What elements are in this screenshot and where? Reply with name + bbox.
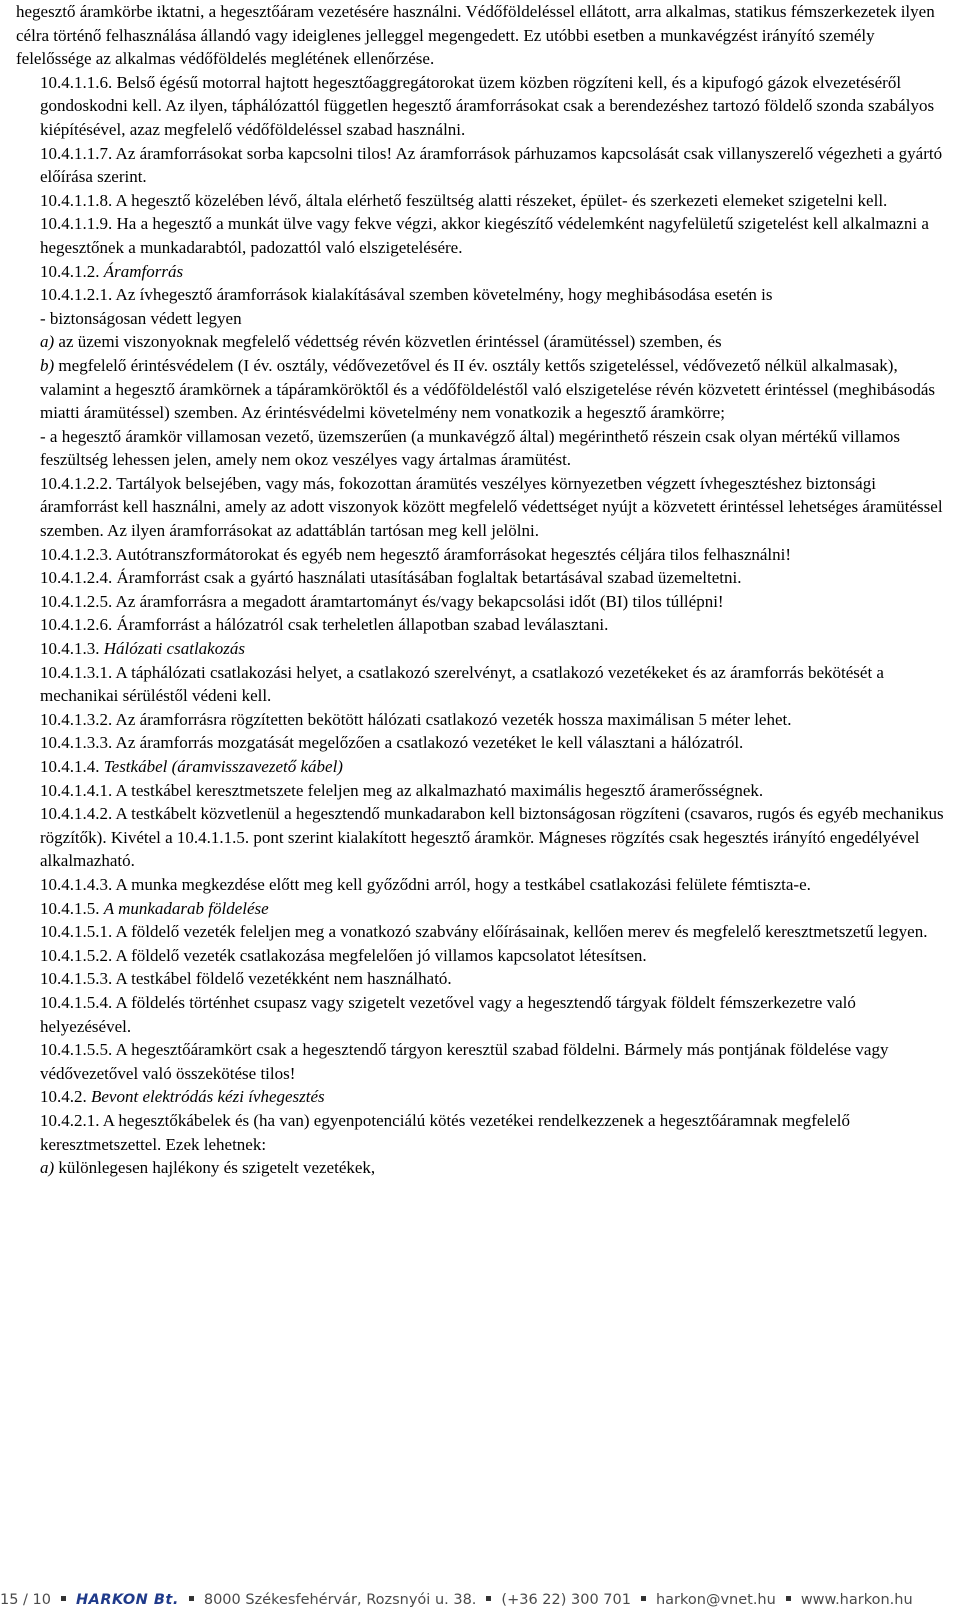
section-number: 10.4.1.4. [40, 757, 100, 776]
paragraph: 10.4.1.5.2. A földelő vezeték csatlakozása megfelelően jó villamos kapcsolatot létesítsen. [40, 945, 647, 965]
paragraph: 10.4.1.4.2. A testkábelt közvetlenül a hegesztendő munkadarabon kell biztonságosan rögzíteni (csavaros, rugós és egyéb mechanikus rögzítők). Kivétel a 10.4.1.1.5. pont szerint kialakított hegesztő áramkör. Mágneses rögzítés csak hegesztés irányító engedélyével alkalmazható. [40, 804, 944, 871]
paragraph: 10.4.1.1.9. Ha a hegesztő a munkát ülve vagy fekve végzi, akkor kiegészítő védelemként nagyfelületű szigetelést kell alkalmazni a hegesztőnek a munkadarabtól, padozattól való elszigetelésére. [40, 214, 929, 257]
paragraph: 10.4.2.1. A hegesztőkábelek és (ha van) egyenpotenciálú kötés vezetékei rendelkezzenek a hegesztőáramnak megfelelő keresztmetszettel. Ezek lehetnek: [40, 1110, 850, 1154]
paragraph: 10.4.1.1.7. Az áramforrásokat sorba kapcsolni tilos! Az áramforrások párhuzamos kapcsolását csak villanyszerelő végezheti a gyártó előírása szerint. [40, 143, 943, 187]
paragraph: 10.4.1.2.2. Tartályok belsejében, vagy más, fokozottan áramütés veszélyes környezetben végzett ívhegesztéshez biztonsági áramforrást kell használni, amely az adott viszonyok között megfelelő védettséget nyújt a közvetett érintéssel lehetséges áramütéssel szemben. Az ilyen áramforrásokat az adattáblán tartósan meg kell jelölni. [40, 473, 943, 541]
section-title: Hálózati csatlakozás [103, 639, 245, 659]
section-heading [16, 1085, 946, 1109]
section-number: 10.4.1.3. [40, 639, 100, 659]
list-label: a) [40, 332, 55, 352]
paragraph: 10.4.1.5.3. A testkábel földelő vezetékként nem használható. [40, 969, 452, 989]
section-title: Testkábel (áramvisszavezető kábel) [103, 757, 343, 776]
section-title: Bevont elektródás kézi ívhegesztés [91, 1087, 325, 1107]
company-phone: (+36 22) 300 701 [501, 1592, 631, 1608]
paragraph: 10.4.1.1.8. A hegesztő közelében lévő, általa elérhető feszültség alatti részeket, épület- és szerkezeti elemeket szigetelni kell. [40, 190, 888, 210]
company-logo: HARKON Bt. [76, 1592, 179, 1608]
section-heading [16, 897, 946, 921]
section-heading [16, 260, 946, 284]
paragraph: 10.4.1.4.3. A munka megkezdése előtt meg kell győződni arról, hogy a testkábel csatlakozási felülete fémtiszta-e. [40, 874, 811, 894]
paragraph: 10.4.1.5.1. A földelő vezeték feleljen meg a vonatkozó szabvány előírásainak, kellően merev és megfelelő keresztmetszetű legyen. [40, 922, 928, 942]
paragraph: 10.4.1.5.5. A hegesztőáramkört csak a hegesztendő tárgyon keresztül szabad földelni. Bármely más pontjának földelése vagy védővezetővel való összekötése tilos! [40, 1040, 889, 1083]
paragraph: 10.4.1.2.5. Az áramforrásra a megadott áramtartományt és/vagy bekapcsolási időt (BI) tilos túllépni! [40, 591, 724, 611]
paragraph: - a hegesztő áramkör villamosan vezető, üzemszerűen (a munkavégző által) megérinthető részein csak olyan mértékű villamos feszültség lehessen jelen, amely nem okoz veszélyes vagy ártalmas áramütést. [40, 426, 901, 470]
paragraph: 10.4.1.2.6. Áramforrást a hálózatról csak terheletlen állapotban szabad leválasztani. [40, 615, 609, 635]
list-item-text: megfelelő érintésvédelem (I év. osztály, védővezetővel és II év. osztály kettős szigeteléssel, védővezető nélkül alkalmasak), valamint a hegesztő áramkörnek a tápáramköröktől és a védőföldeléstől való elszigetelése révén közvetett érintéssel (meghibásodás miatti áramütéssel) szemben. Az érintésvédelmi követelmény nem vonatkozik a hegesztő áramkörre; [40, 355, 935, 423]
list-item-text: az üzemi viszonyoknak megfelelő védettség révén közvetlen érintéssel (áramütéssel) szemben, és [58, 332, 722, 352]
paragraph: 10.4.1.3.2. Az áramforrásra rögzítetten bekötött hálózati csatlakozó vezeték hossza maximálisan 5 méter lehet. [40, 709, 792, 729]
separator-square-icon [641, 1596, 646, 1601]
paragraph: - biztonságosan védett legyen [40, 308, 242, 328]
paragraph: 10.4.1.5.4. A földelés történhet csupasz vagy szigetelt vezetővel vagy a hegesztendő tárgyak földelt fémszerkezetre való helyezésével. [40, 992, 856, 1036]
section-number: 10.4.1.2. [40, 261, 100, 281]
company-website[interactable]: www.harkon.hu [800, 1592, 913, 1608]
list-item [16, 330, 946, 354]
section-title: A munkadarab földelése [103, 898, 269, 918]
document-body [16, 0, 946, 1180]
paragraph: 10.4.1.4.1. A testkábel keresztmetszete feleljen meg az alkalmazható maximális hegesztő áramerősségnek. [40, 780, 764, 800]
list-item-text: különlegesen hajlékony és szigetelt vezetékek, [58, 1158, 376, 1178]
paragraph: 10.4.1.2.4. Áramforrást csak a gyártó használati utasításában foglaltak betartásával szabad üzemeltetni. [40, 568, 742, 588]
separator-square-icon [786, 1596, 791, 1601]
section-number: 10.4.2. [40, 1087, 87, 1107]
separator-square-icon [61, 1596, 66, 1601]
page-footer [0, 1590, 960, 1611]
page-number: 15 / 10 [0, 1592, 52, 1608]
list-label: a) [40, 1158, 55, 1178]
paragraph: 10.4.1.1.6. Belső égésű motorral hajtott hegesztőaggregátorokat üzem közben rögzíteni kell, és a kipufogó gázok elvezetéséről gondoskodni kell. Az ilyen, táphálózattól független hegesztő áramforrásokat csak a berendezéshez tartozó földelő szonda szabályos kiépítésével, azaz megfelelő védőföldeléssel szabad használni. [40, 72, 935, 139]
section-title: Áramforrás [103, 261, 184, 281]
list-label: b) [40, 355, 55, 375]
paragraph: hegesztő áramkörbe iktatni, a hegesztőáram vezetésére használni. Védőföldeléssel ellátott, arra alkalmas, statikus fémszerkezetek ilyen célra történő felhasználása állandó vagy ideiglenes jelleggel megengedett. Ez utóbbi esetben a munkavégzést irányító személy felelőssége az alkalmas védőföldelés meglétének ellenőrzése. [16, 2, 935, 69]
paragraph: 10.4.1.3.1. A táphálózati csatlakozási helyet, a csatlakozó szerelvényt, a csatlakozó vezetékeket és az áramforrás bekötését a mechanikai sérüléstől védeni kell. [40, 662, 884, 706]
paragraph: 10.4.1.2.1. Az ívhegesztő áramforrások kialakításával szemben követelmény, hogy meghibásodása esetén is [40, 285, 773, 305]
separator-square-icon [486, 1596, 491, 1601]
section-heading [16, 637, 946, 661]
separator-square-icon [189, 1596, 194, 1601]
paragraph: 10.4.1.2.3. Autótranszformátorokat és egyéb nem hegesztő áramforrásokat hegesztés céljára tilos felhasználni! [40, 544, 792, 564]
company-address: 8000 Székesfehérvár, Rozsnyói u. 38. [203, 1592, 477, 1608]
list-item [16, 1156, 946, 1180]
paragraph: 10.4.1.3.3. Az áramforrás mozgatását megelőzően a csatlakozó vezetéket le kell választani a hálózatról. [40, 733, 744, 753]
company-email[interactable]: harkon@vnet.hu [655, 1592, 776, 1608]
section-number: 10.4.1.5. [40, 898, 100, 918]
list-item [16, 354, 946, 425]
section-heading [16, 755, 946, 779]
